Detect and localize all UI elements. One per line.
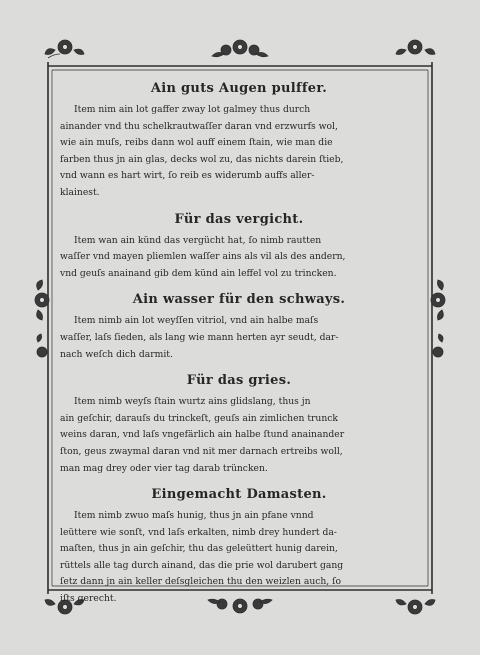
text-line: iſts gerecht. (60, 593, 117, 605)
recipe-section (60, 211, 418, 283)
recipe-section (60, 486, 418, 608)
text-line: waſſer, laſs ſieden, als lang wie mann herten ayr seudt, dar- (60, 331, 339, 343)
recipe-heading: Ain wasser für den schways. (132, 292, 346, 308)
text-line: Item nimb zwuo maſs hunig, thus jn ain pfane vnnd (74, 510, 314, 522)
text-line: ſton, geus zwaymal daran vnd nit mer darnach ertreibs woll, (60, 445, 343, 457)
recipe-section (60, 291, 418, 363)
recipe-text-block (60, 80, 418, 617)
text-line: waſſer vnd mayen pliemlen waſſer ains als vil als des andern, (60, 251, 346, 263)
text-line: Item nimb ain lot weyſſen vitriol, vnd ain halbe maſs (74, 315, 319, 327)
text-line: wie ain muſs, reibs dann wol auff einem ſtain, wie man die (60, 137, 333, 149)
text-line: ainander vnd thu schelkrautwaſſer daran vnd erzwurfs wol, (60, 120, 338, 132)
text-line: Item nim ain lot gaffer zway lot galmey thus durch (74, 104, 311, 115)
text-line: weins daran, vnd laſs vngefärlich ain halbe ſtund anainander (60, 429, 345, 441)
top-center-ornament (212, 40, 268, 57)
recipe-paragraph (60, 394, 418, 477)
recipe-paragraph (60, 508, 418, 608)
corner-ornament-top-left (45, 40, 84, 58)
text-line: rüttels alle tag durch ainand, das die prie wol darubert gang (60, 559, 344, 571)
text-line: vnd geuſs anainand gib dem künd ain leffel vol zu trincken. (60, 267, 337, 279)
text-line: man mag drey oder vier tag darab trüncken. (60, 462, 268, 474)
text-line: ſetz dann jn ain keller deſsgleichen thu den weizlen auch, ſo (60, 576, 342, 588)
corner-ornament-top-right (396, 40, 435, 55)
text-line: farben thus jn ain glas, decks wol zu, das nichts darein ſtieb, (60, 153, 344, 165)
recipe-heading: Für das vergicht. (174, 211, 304, 227)
text-line: nach weſch dich darmit. (60, 348, 173, 360)
left-side-ornament (35, 280, 49, 357)
recipe-heading: Ain guts Augen pulffer. (150, 81, 328, 96)
recipe-section (60, 372, 418, 477)
recipe-paragraph (60, 313, 418, 363)
recipe-heading: Eingemacht Damasten. (151, 487, 327, 503)
recipe-section (60, 80, 418, 202)
right-side-ornament (431, 280, 445, 357)
text-line: leüttere wie sonſt, vnd laſs erkalten, nimb drey hundert da- (60, 526, 337, 538)
recipe-heading: Für das gries. (186, 373, 292, 389)
text-line: klainest. (60, 186, 100, 198)
recipe-paragraph (60, 233, 418, 283)
text-line: ain geſchir, darauſs du trinckeſt, geuſs ain zimlichen trunck (60, 412, 338, 424)
text-line: maſten, thus jn ain geſchir, thu das geleüttert hunig darein, (60, 543, 338, 555)
text-line: Item wan ain künd das vergücht hat, ſo nimb rautten (74, 234, 322, 246)
text-line: Item nimb weyſs ſtain wurtz ains glidslang, thus jn (74, 396, 311, 408)
recipe-paragraph (60, 102, 418, 202)
text-line: vnd wann es hart wirt, ſo reib es widerumb auffs aller- (60, 170, 315, 182)
